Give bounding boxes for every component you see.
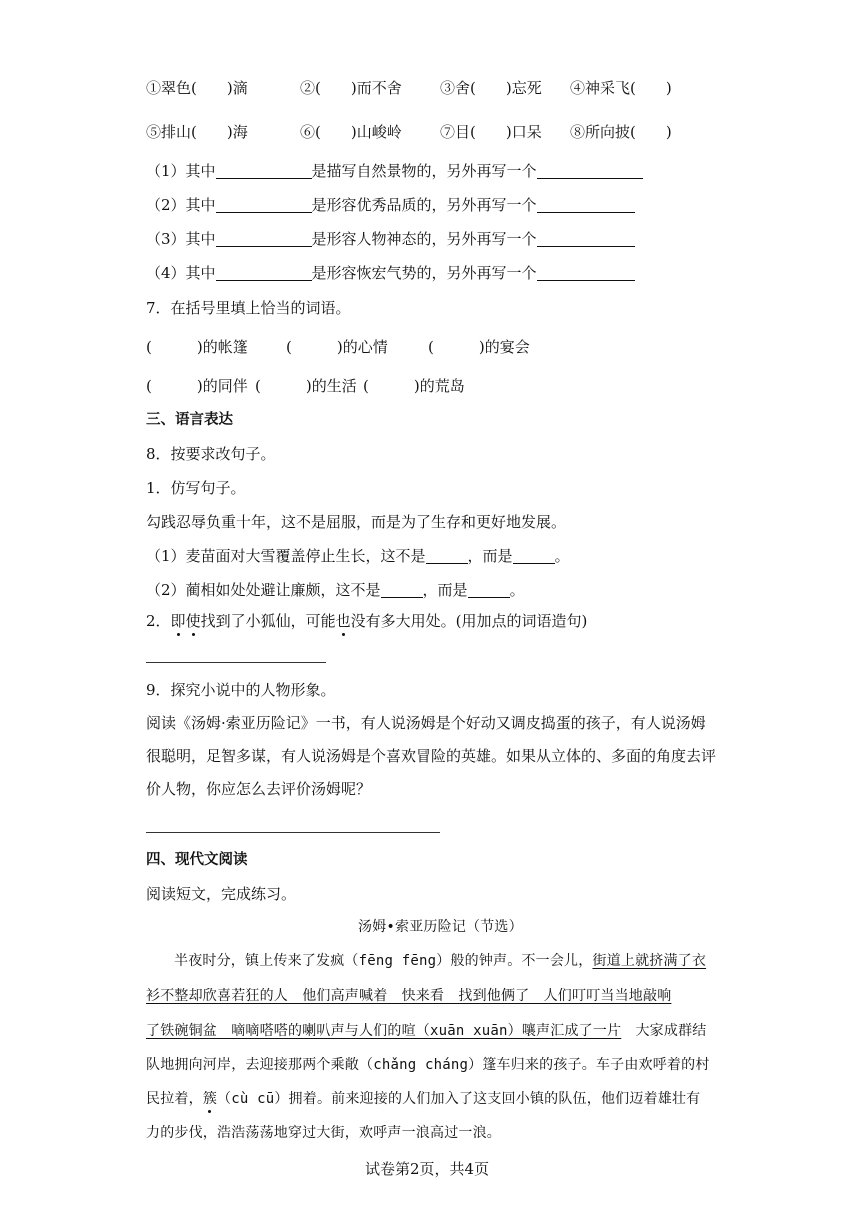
q7-item: ( )的宴会 <box>428 338 530 356</box>
q8-item-2 <box>146 579 525 601</box>
passage-text: 大家成群结 <box>635 1023 707 1039</box>
idiom-5: ⑤排山( )海 <box>146 123 248 141</box>
question-prefix: （1）其中 <box>146 162 216 180</box>
q7-item: ( )的同伴 <box>146 377 248 395</box>
q8-title: 8．按要求改句子。 <box>146 445 276 463</box>
idiom-7: ⑦目( )口呆 <box>440 123 542 141</box>
answer-blank[interactable] <box>513 548 555 564</box>
item-text: （1）麦苗面对大雪覆盖停止生长，这不是 <box>146 547 426 565</box>
answer-blank[interactable] <box>537 265 635 281</box>
underlined-text: 街道上就挤满了衣 <box>592 953 707 969</box>
answer-blank[interactable] <box>468 582 510 598</box>
passage-line-1 <box>174 950 706 972</box>
item-text: 。 <box>554 547 570 565</box>
answer-blank[interactable] <box>537 197 635 213</box>
section-title: 四、现代文阅读 <box>146 852 248 868</box>
answer-blank[interactable] <box>216 231 312 247</box>
answer-blank[interactable] <box>537 231 635 247</box>
q7-item: ( )的荒岛 <box>363 377 465 395</box>
question-text: 是形容优秀品质的，另外再写一个 <box>311 196 537 214</box>
passage-title: 汤姆•索亚历险记（节选） <box>358 919 523 935</box>
q8-example: 勾践忍辱负重十年，这不是屈服，而是为了生存和更好地发展。 <box>146 513 567 531</box>
question-text: 是形容恢宏气势的，另外再写一个 <box>311 264 537 282</box>
q7-item: ( )的生活 <box>255 377 357 395</box>
dotted-char: 簇 <box>202 1091 218 1107</box>
idiom-4: ④神采飞( ) <box>570 79 672 97</box>
dotted-char: 即 <box>170 612 186 630</box>
dotted-char: 使 <box>185 612 201 630</box>
question-text: 是形容人物神态的，另外再写一个 <box>311 230 537 248</box>
question-prefix: （3）其中 <box>146 230 216 248</box>
q8-sub2 <box>146 610 587 632</box>
q9-title: 9．探究小说中的人物形象。 <box>146 681 336 699</box>
idiom-3: ③舍( )忘死 <box>440 79 542 97</box>
q7-item: ( )的帐篷 <box>146 338 248 356</box>
answer-line[interactable] <box>146 662 326 663</box>
sub2-text: 找到了小狐仙，可能 <box>200 612 336 630</box>
sub2-prefix: 2． <box>146 612 171 630</box>
q9-line: 很聪明，足智多谋，有人说汤姆是个喜欢冒险的英雄。如果从立体的、多面的角度去评 <box>146 747 717 765</box>
passage-line-3 <box>146 1020 706 1042</box>
item-text: （2）蔺相如处处避让廉颇，这不是 <box>146 581 381 599</box>
section-title: 三、语言表达 <box>146 412 233 428</box>
answer-blank[interactable] <box>426 548 468 564</box>
q8-sub1: 1．仿写句子。 <box>146 479 246 497</box>
dotted-char: 也 <box>335 612 351 630</box>
idiom-question-2 <box>146 194 635 216</box>
item-text: 。 <box>509 581 525 599</box>
idiom-question-4 <box>146 262 635 284</box>
q7-title: 7．在括号里填上恰当的词语。 <box>146 299 351 317</box>
q7-item: ( )的心情 <box>286 338 388 356</box>
passage-line-4: 队地拥向河岸，去迎接那两个乘敞（chǎng cháng）篷车归来的孩子。车子由欢呼着的村 <box>146 1057 710 1073</box>
answer-line[interactable] <box>146 832 440 833</box>
page-footer: 试卷第2页，共4页 <box>365 1160 490 1178</box>
passage-line-2: 衫不整却欣喜若狂的人 他们高声喊着 快来看 找到他俩了 人们叮叮当当地敲响 <box>146 988 672 1004</box>
passage-line-6: 力的步伐，浩浩荡荡地穿过大街，欢呼声一浪高过一浪。 <box>146 1125 501 1141</box>
passage-text: 半夜时分，镇上传来了发疯（fēng fēng）般的钟声。不一会儿， <box>174 953 593 969</box>
answer-blank[interactable] <box>216 197 312 213</box>
question-text: 是描写自然景物的，另外再写一个 <box>311 162 537 180</box>
answer-blank[interactable] <box>537 163 643 179</box>
q9-line: 阅读《汤姆·索亚历险记》一书，有人说汤姆是个好动又调皮捣蛋的孩子，有人说汤姆 <box>146 714 706 732</box>
idiom-8: ⑧所向披( ) <box>570 123 672 141</box>
question-prefix: （4）其中 <box>146 264 216 282</box>
item-text: ，而是 <box>422 581 468 599</box>
idiom-6: ⑥( )山峻岭 <box>300 123 402 141</box>
idiom-question-1 <box>146 160 643 182</box>
answer-blank[interactable] <box>381 582 423 598</box>
underlined-text: 了铁碗铜盆 嘀嘀嗒嗒的喇叭声与人们的喧（xuān xuān）嚷声汇成了一片 <box>146 1023 622 1039</box>
answer-blank[interactable] <box>216 265 312 281</box>
question-prefix: （2）其中 <box>146 196 216 214</box>
q9-line: 价人物，你应怎么去评价汤姆呢？ <box>146 780 372 798</box>
answer-blank[interactable] <box>216 163 312 179</box>
item-text: ，而是 <box>467 547 513 565</box>
q8-item-1 <box>146 545 570 567</box>
idiom-2: ②( )而不舍 <box>300 79 402 97</box>
reading-intro: 阅读短文，完成练习。 <box>146 885 297 903</box>
idiom-1: ①翠色( )滴 <box>146 79 248 97</box>
sub2-text: 没有多大用处。(用加点的词语造句) <box>350 612 588 630</box>
idiom-question-3 <box>146 228 635 250</box>
passage-text: 民拉着， <box>146 1091 203 1107</box>
passage-text: （cù cū）拥着。前来迎接的人们加入了这支回小镇的队伍，他们迈着雄壮有 <box>217 1091 701 1107</box>
passage-line-5 <box>146 1088 700 1110</box>
